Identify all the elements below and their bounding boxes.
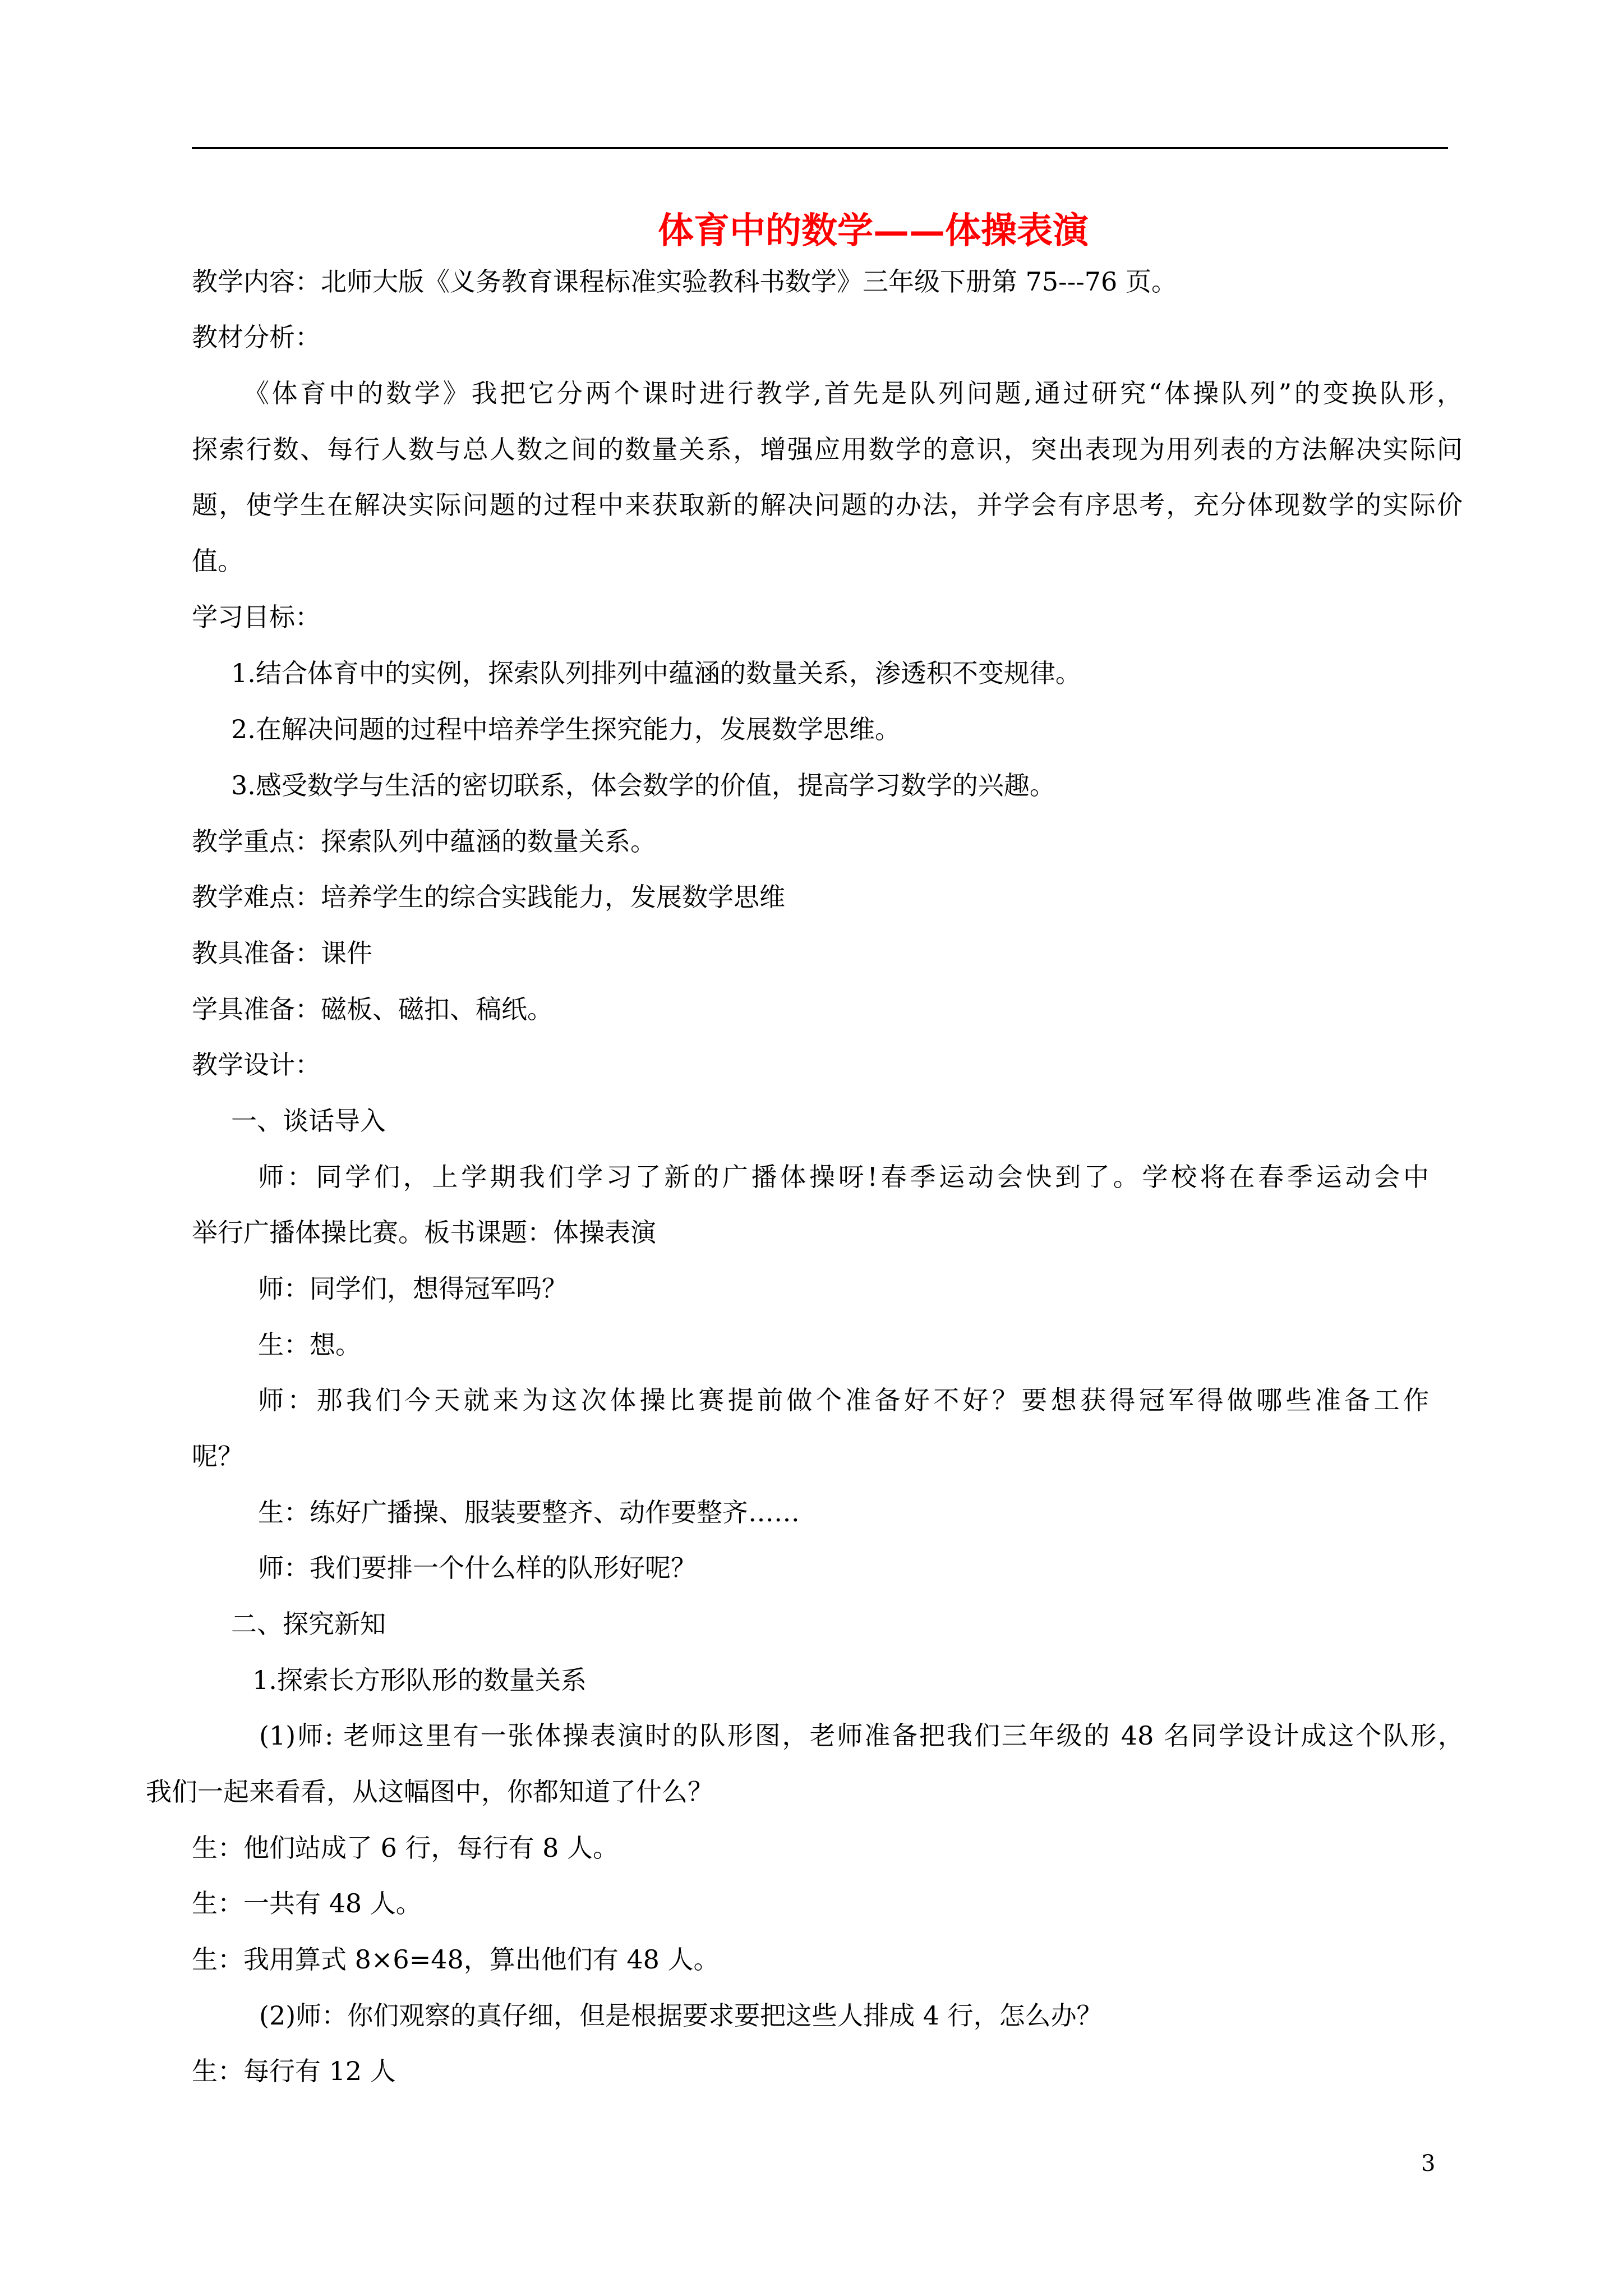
document-title: 体育中的数学——体操表演 [658,210,1089,252]
analysis-paragraph-line: 《体育中的数学》我把它分两个课时进行教学,首先是队列问题,通过研究“体操队列”的变换队形， [243,378,1463,408]
teaching-design-heading: 教学设计： [192,1050,321,1080]
dialogue-line: 生：他们站成了 6 行，每行有 8 人。 [192,1833,619,1863]
dialogue-line: (1)师: 老师这里有一张体操表演时的队形图，老师准备把我们三年级的 48 名同学设计成这个队形， [259,1720,1464,1751]
teaching-aids-line: 教具准备：课件 [192,938,372,968]
dialogue-line: 师：那我们今天就来为这次体操比赛提前做个准备好不好？要想获得冠军得做哪些准备工作 [258,1385,1429,1415]
teaching-content-line: 教学内容：北师大版《义务教育课程标准实验教科书数学》三年级下册第 75---76 页。 [192,266,1177,297]
dialogue-line: 生：每行有 12 人 [192,2056,396,2086]
page-number: 3 [1421,2151,1436,2177]
dialogue-line: (2)师：你们观察的真仔细，但是根据要求要把这些人排成 4 行，怎么办？ [259,2000,1103,2031]
dialogue-line: 师：同学们，想得冠军吗？ [258,1273,568,1304]
dialogue-line: 我们一起来看看，从这幅图中，你都知道了什么？ [146,1777,713,1807]
textbook-analysis-heading: 教材分析： [192,322,321,352]
learning-goal-item: 3.感受数学与生活的密切联系，体会数学的价值，提高学习数学的兴趣。 [231,770,1055,800]
teaching-focus-line: 教学重点：探索队列中蕴涵的数量关系。 [192,826,656,857]
learning-goals-heading: 学习目标： [192,602,321,632]
dialogue-line: 生：一共有 48 人。 [192,1888,422,1918]
analysis-paragraph-line: 题，使学生在解决实际问题的过程中来获取新的解决问题的办法，并学会有序思考，充分体现数学的实际价 [192,490,1463,520]
learning-goal-item: 1.结合体育中的实例，探索队列排列中蕴涵的数量关系，渗透积不变规律。 [231,658,1081,688]
header-rule [192,147,1448,149]
dialogue-line: 师：同学们，上学期我们学习了新的广播体操呀!春季运动会快到了。学校将在春季运动会中 [258,1162,1429,1192]
dialogue-line: 呢？ [192,1441,243,1471]
analysis-paragraph-line: 值。 [192,546,243,576]
learning-goal-item: 2.在解决问题的过程中培养学生探究能力，发展数学思维。 [231,714,901,744]
section-heading-explore: 二、探究新知 [231,1609,386,1639]
dialogue-line: 生：练好广播操、服装要整齐、动作要整齐…… [258,1497,800,1527]
analysis-paragraph-line: 探索行数、每行人数与总人数之间的数量关系，增强应用数学的意识，突出表现为用列表的方法解决实际问 [192,434,1463,464]
dialogue-line: 生：想。 [258,1329,361,1360]
subsection-heading: 1.探索长方形队形的数量关系 [252,1665,587,1695]
dialogue-line: 举行广播体操比赛。板书课题：体操表演 [192,1217,656,1248]
teaching-difficulty-line: 教学难点：培养学生的综合实践能力，发展数学思维 [192,882,785,912]
student-materials-line: 学具准备：磁板、磁扣、稿纸。 [192,994,553,1024]
dialogue-line: 师：我们要排一个什么样的队形好呢？ [258,1553,697,1583]
dialogue-line: 生：我用算式 8×6=48，算出他们有 48 人。 [192,1944,720,1975]
section-heading-intro: 一、谈话导入 [231,1106,386,1136]
